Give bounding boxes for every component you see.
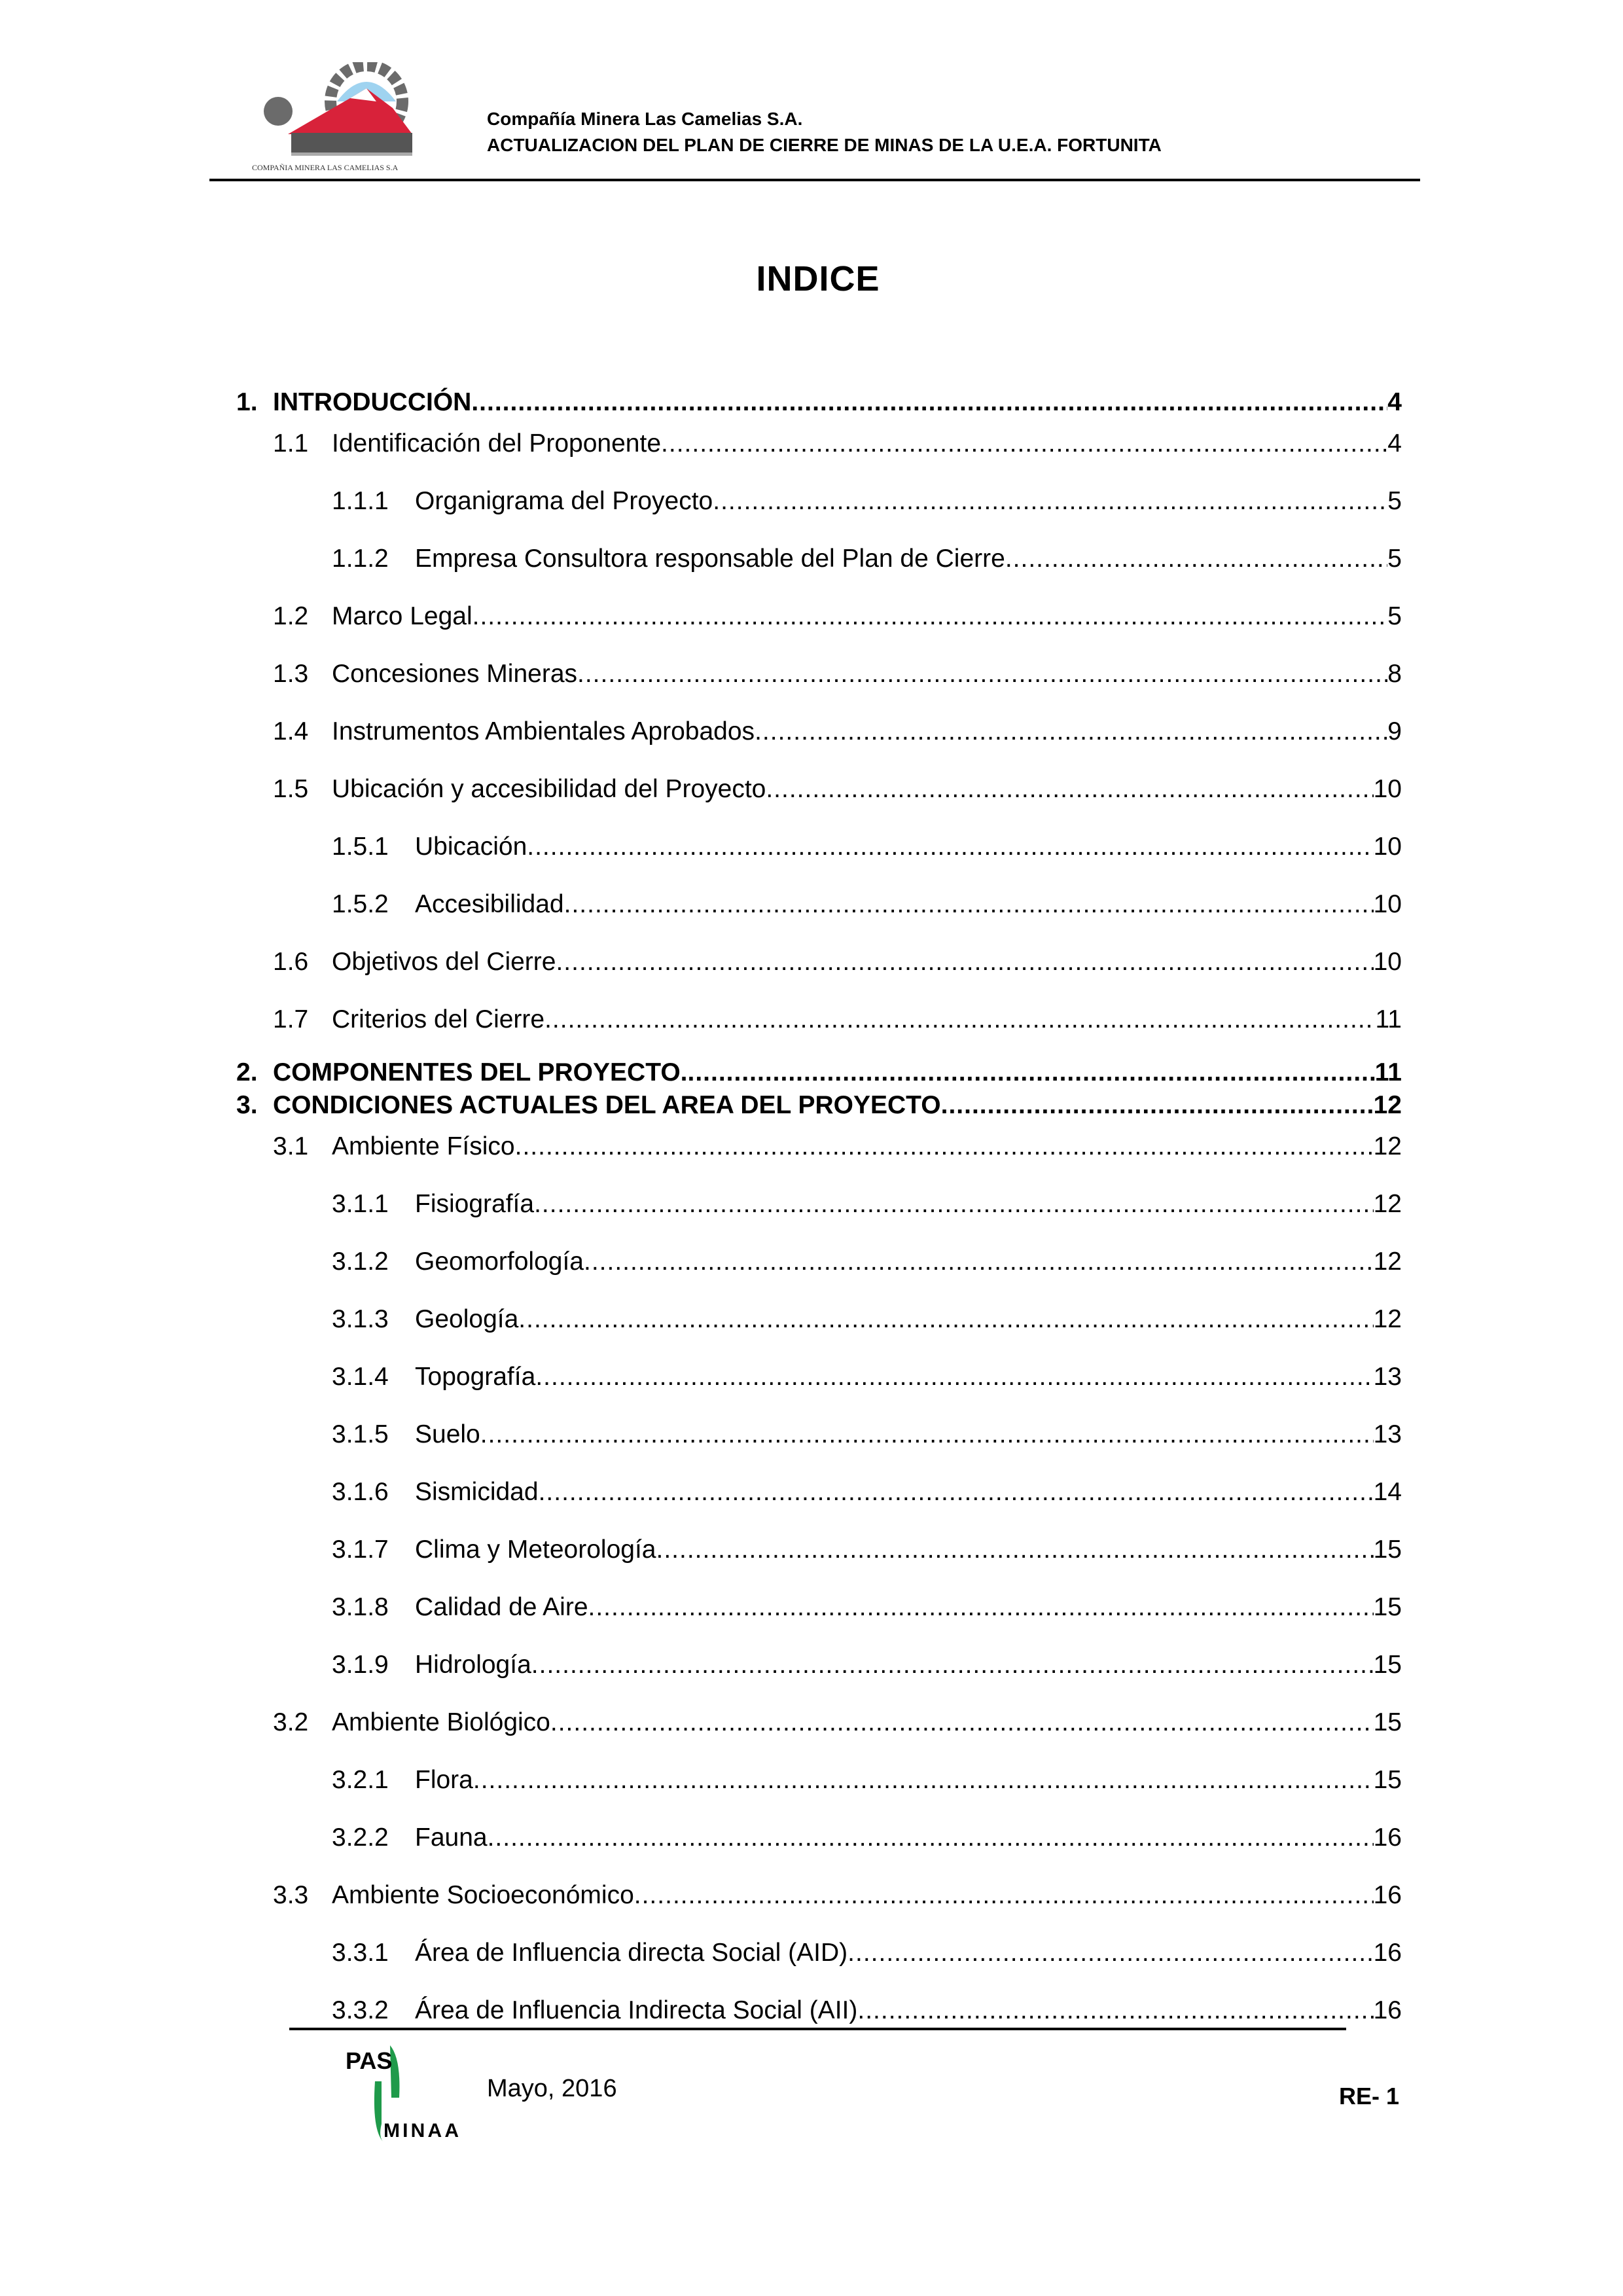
footer-date: Mayo, 2016 (487, 2075, 617, 2102)
toc-dot-leader (539, 1476, 1374, 1509)
toc-entry[interactable] (0, 1246, 1402, 1278)
toc-entry-page: 14 (1373, 1478, 1402, 1506)
toc-entry[interactable] (0, 1937, 1402, 1969)
toc-entry[interactable] (0, 715, 1402, 748)
toc-entry-page: 10 (1373, 775, 1402, 803)
toc-entry[interactable] (0, 658, 1402, 691)
toc-entry-page: 16 (1373, 1881, 1402, 1909)
toc-dot-leader (531, 1649, 1374, 1681)
toc-dot-leader (588, 1591, 1374, 1624)
toc-entry-title: Accesibilidad (415, 890, 564, 918)
header-divider (209, 179, 1420, 181)
toc-entry[interactable] (0, 831, 1402, 863)
toc-entry-page: 4 (1387, 388, 1402, 416)
toc-entry-page: 8 (1387, 660, 1402, 688)
toc-entry-title: Concesiones Mineras (332, 660, 578, 688)
toc-entry-page: 15 (1373, 1766, 1402, 1794)
toc-entry-number: 1.7 (273, 1005, 309, 1033)
toc-entry[interactable] (0, 888, 1402, 921)
toc-entry-title: Fauna (415, 1823, 488, 1852)
toc-entry-title: INTRODUCCIÓN (273, 388, 472, 416)
toc-entry-page: 15 (1373, 1651, 1402, 1679)
toc-entry-page: 10 (1373, 948, 1402, 976)
toc-dot-leader (1005, 543, 1387, 575)
toc-entry[interactable] (0, 1418, 1402, 1451)
toc-dot-leader (515, 1130, 1374, 1163)
toc-entry-page: 9 (1387, 717, 1402, 745)
toc-entry-page: 5 (1387, 602, 1402, 630)
toc-entry-number: 1.2 (273, 602, 309, 630)
toc-entry-title: Área de Influencia directa Social (AID) (415, 1939, 848, 1967)
toc-entry-title: Ambiente Biológico (332, 1708, 550, 1736)
toc-entry[interactable] (0, 485, 1402, 518)
toc-dot-leader (687, 1056, 1374, 1089)
toc-dot-leader (480, 1418, 1374, 1451)
toc-entry-page: 10 (1373, 890, 1402, 918)
toc-entry-title: Organigrama del Proyecto (415, 487, 713, 515)
toc-dot-leader (534, 1188, 1374, 1221)
toc-entry[interactable] (0, 1534, 1402, 1566)
toc-entry-number: 2. (236, 1058, 258, 1086)
toc-entry-number: 1.1 (273, 429, 309, 457)
toc-entry-page: 11 (1375, 1005, 1402, 1033)
toc-entry-number: 1.1.1 (332, 487, 389, 515)
toc-entry-page: 13 (1373, 1363, 1402, 1391)
toc-dot-leader (550, 1706, 1374, 1739)
toc-dot-leader (847, 1937, 1373, 1969)
toc-dot-leader (766, 773, 1373, 806)
toc-entry-page: 11 (1374, 1058, 1402, 1086)
toc-entry-number: 1.5.1 (332, 833, 389, 861)
toc-dot-leader (518, 1303, 1373, 1336)
toc-dot-leader (755, 715, 1387, 748)
toc-dot-leader (488, 1821, 1374, 1854)
toc-entry-title: Ubicación (415, 833, 527, 861)
toc-dot-leader (941, 1089, 1374, 1122)
toc-entry-title: Sismicidad (415, 1478, 539, 1506)
toc-entry-number: 3.1.3 (332, 1305, 389, 1333)
toc-entry-page: 12 (1373, 1190, 1402, 1218)
toc-dot-leader (584, 1246, 1374, 1278)
toc-dot-leader (473, 1764, 1374, 1797)
toc-entry-title: Ambiente Físico (332, 1132, 515, 1160)
toc-entry-page: 5 (1387, 545, 1402, 573)
toc-entry-page: 5 (1387, 487, 1402, 515)
toc-entry-page: 13 (1373, 1420, 1402, 1448)
toc-entry[interactable] (0, 1056, 1402, 1089)
toc-entry-title: CONDICIONES ACTUALES DEL AREA DEL PROYECTO (273, 1091, 941, 1119)
toc-entry[interactable] (0, 1130, 1402, 1163)
toc-entry-number: 3.3.2 (332, 1996, 389, 2024)
toc-entry[interactable] (0, 1706, 1402, 1739)
toc-entry-number: 1.1.2 (332, 545, 389, 573)
toc-entry-number: 3.1.1 (332, 1190, 389, 1218)
toc-entry-number: 1. (236, 388, 258, 416)
toc-entry[interactable] (0, 1476, 1402, 1509)
toc-entry-number: 3. (236, 1091, 258, 1119)
toc-entry-number: 3.1.6 (332, 1478, 389, 1506)
toc-dot-leader (564, 888, 1374, 921)
toc-entry-title: COMPONENTES DEL PROYECTO. (273, 1058, 688, 1086)
company-logo (252, 62, 455, 173)
toc-entry-title: Topografía (415, 1363, 536, 1391)
toc-entry[interactable] (0, 1879, 1402, 1912)
toc-entry-number: 3.1.2 (332, 1247, 389, 1276)
toc-dot-leader (527, 831, 1373, 863)
toc-dot-leader (661, 427, 1387, 460)
svg-text:MINAA: MINAA (383, 2120, 459, 2142)
page-number: RE- 1 (1338, 2083, 1399, 2109)
toc-dot-leader (577, 658, 1387, 691)
toc-entry[interactable] (0, 386, 1402, 419)
toc-entry-number: 1.6 (273, 948, 309, 976)
toc-dot-leader (656, 1534, 1373, 1566)
toc-entry-page: 12 (1373, 1091, 1402, 1119)
toc-entry[interactable] (0, 1764, 1402, 1797)
toc-entry-title: Identificación del Proponente (332, 429, 662, 457)
toc-entry-title: Instrumentos Ambientales Aprobados (332, 717, 755, 745)
toc-entry[interactable] (0, 1303, 1402, 1336)
pas-minaa-logo (346, 2045, 460, 2144)
toc-entry-number: 3.1.5 (332, 1420, 389, 1448)
toc-dot-leader (634, 1879, 1374, 1912)
toc-entry[interactable] (0, 427, 1402, 460)
toc-entry-page: 12 (1373, 1247, 1402, 1276)
toc-entry-number: 1.4 (273, 717, 309, 745)
footer-divider (289, 2028, 1346, 2030)
toc-entry[interactable] (0, 1649, 1402, 1681)
toc-entry-number: 3.3 (273, 1881, 309, 1909)
toc-entry-number: 1.5.2 (332, 890, 389, 918)
toc-entry-page: 4 (1387, 429, 1402, 457)
toc-entry-page: 10 (1373, 833, 1402, 861)
toc-entry-number: 3.2.2 (332, 1823, 389, 1852)
header-company: Compañía Minera Las Camelias S.A. (487, 109, 803, 129)
toc-entry-title: Empresa Consultora responsable del Plan de Cierre (415, 545, 1005, 573)
toc-entry-page: 12 (1373, 1132, 1402, 1160)
toc-dot-leader (473, 600, 1388, 633)
toc-entry-title: Marco Legal (332, 602, 473, 630)
toc-entry-title: Ubicación y accesibilidad del Proyecto (332, 775, 766, 803)
toc-entry-page: 15 (1373, 1708, 1402, 1736)
toc-entry-title: Geomorfología (415, 1247, 584, 1276)
toc-entry-number: 3.2.1 (332, 1766, 389, 1794)
toc-entry-title: Área de Influencia Indirecta Social (AII) (415, 1996, 858, 2024)
toc-entry-number: 3.1.9 (332, 1651, 389, 1679)
toc-entry-number: 1.5 (273, 775, 309, 803)
toc-entry[interactable] (0, 946, 1402, 978)
toc-entry-number: 3.1.7 (332, 1535, 389, 1564)
toc-entry-title: Criterios del Cierre (332, 1005, 545, 1033)
toc-entry-title: Clima y Meteorología (415, 1535, 656, 1564)
toc-dot-leader (857, 1994, 1373, 2027)
page-title: INDICE (756, 259, 880, 298)
toc-entry[interactable] (0, 1361, 1402, 1393)
toc-dot-leader (535, 1361, 1373, 1393)
toc-entry-page: 16 (1373, 1823, 1402, 1852)
svg-text:PAS: PAS (346, 2047, 393, 2074)
toc-dot-leader (471, 386, 1387, 419)
toc-entry-title: Fisiografía (415, 1190, 535, 1218)
toc-entry[interactable] (0, 600, 1402, 633)
toc-entry-title: Calidad de Aire (415, 1593, 588, 1621)
svg-text:COMPAÑIA MINERA LAS CAMELIAS S: COMPAÑIA MINERA LAS CAMELIAS S.A (252, 163, 399, 172)
toc-entry[interactable] (0, 1821, 1402, 1854)
header-subtitle: ACTUALIZACION DEL PLAN DE CIERRE DE MINAS DE LA U.E.A. FORTUNITA (487, 135, 1162, 155)
toc-entry-title: Geología (415, 1305, 519, 1333)
toc-dot-leader (556, 946, 1373, 978)
toc-entry-page: 12 (1373, 1305, 1402, 1333)
toc-entry-number: 1.3 (273, 660, 309, 688)
toc-entry-title: Hidrología (415, 1651, 531, 1679)
toc-dot-leader (713, 485, 1387, 518)
toc-entry-number: 3.1.8 (332, 1593, 389, 1621)
toc-entry[interactable] (0, 1089, 1402, 1122)
toc-entry-number: 3.3.1 (332, 1939, 389, 1967)
toc-entry-number: 3.2 (273, 1708, 309, 1736)
toc-entry-page: 16 (1373, 1996, 1402, 2024)
toc-dot-leader (544, 1003, 1375, 1036)
toc-entry[interactable] (0, 1994, 1402, 2027)
toc-entry-title: Flora (415, 1766, 473, 1794)
toc-entry[interactable] (0, 1591, 1402, 1624)
toc-entry[interactable] (0, 1003, 1402, 1036)
toc-entry-page: 15 (1373, 1593, 1402, 1621)
toc-entry-page: 15 (1373, 1535, 1402, 1564)
toc-entry[interactable] (0, 543, 1402, 575)
toc-entry-number: 3.1 (273, 1132, 309, 1160)
toc-entry-number: 3.1.4 (332, 1363, 389, 1391)
toc-entry[interactable] (0, 1188, 1402, 1221)
toc-entry-title: Objetivos del Cierre (332, 948, 556, 976)
toc-entry-page: 16 (1373, 1939, 1402, 1967)
toc-entry-title: Suelo (415, 1420, 480, 1448)
toc-entry[interactable] (0, 773, 1402, 806)
toc-entry-title: Ambiente Socioeconómico (332, 1881, 634, 1909)
